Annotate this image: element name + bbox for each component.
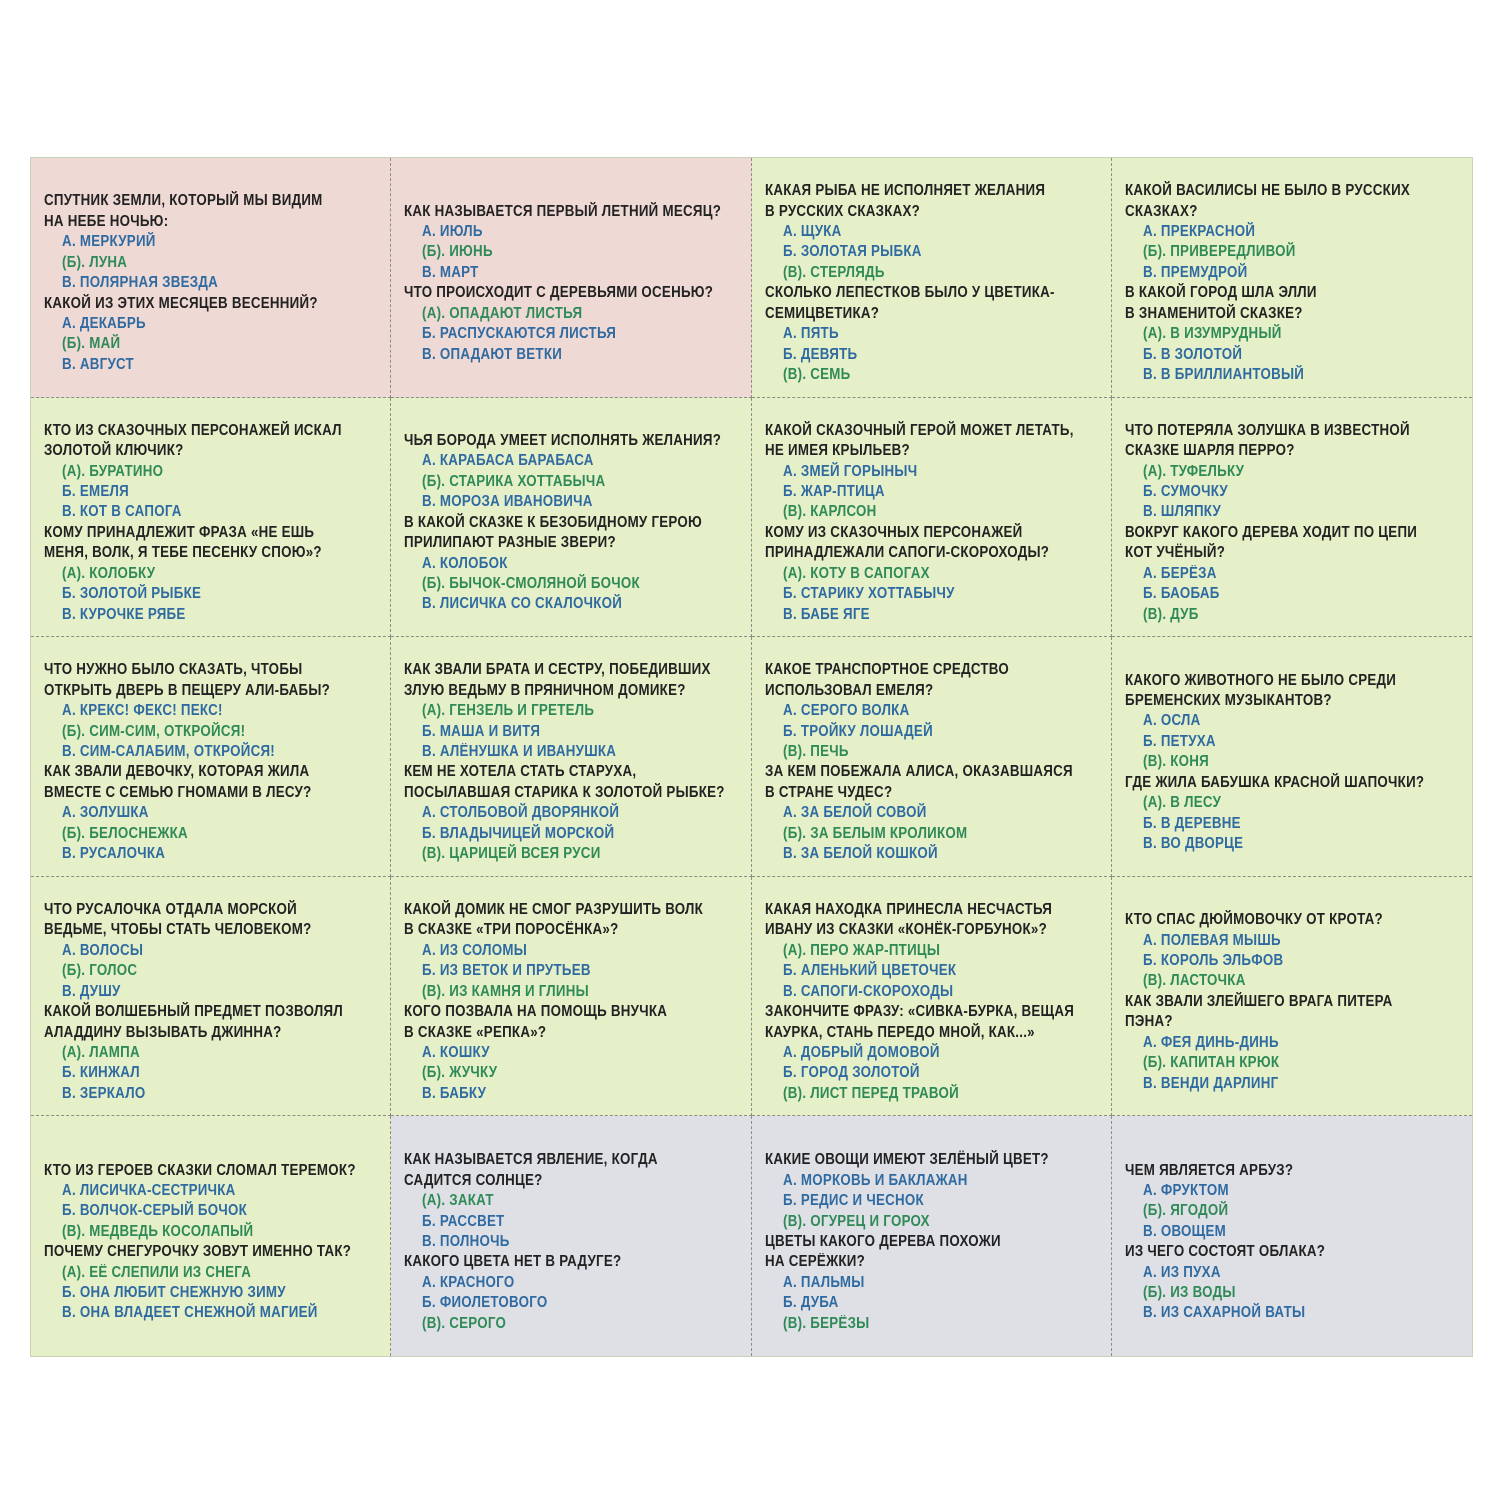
question-text: ПРИНАДЛЕЖАЛИ САПОГИ-СКОРОХОДЫ? — [764, 544, 1049, 562]
question-text: КАК ЗВАЛИ ЗЛЕЙШЕГО ВРАГА ПИТЕРА — [1124, 992, 1393, 1010]
question-text: ВМЕСТЕ С СЕМЬЮ ГНОМАМИ В ЛЕСУ? — [44, 783, 312, 801]
question-text: КАК ЗВАЛИ ДЕВОЧКУ, КОТОРАЯ ЖИЛА — [44, 763, 310, 781]
answer-option-correct: (А). КОТУ В САПОГАХ — [782, 564, 930, 582]
question-text: КАКОЙ ИЗ ЭТИХ МЕСЯЦЕВ ВЕСЕННИЙ? — [44, 294, 318, 312]
answer-option: А. ПРЕКРАСНОЙ — [1142, 223, 1255, 241]
answer-option: Б. СТАРИКУ ХОТТАБЫЧУ — [782, 585, 955, 603]
answer-option: А. ЗОЛУШКА — [62, 804, 149, 822]
question-text: ЗАКОНЧИТЕ ФРАЗУ: «СИВКА-БУРКА, ВЕЩАЯ — [764, 1003, 1074, 1021]
quiz-card — [391, 158, 751, 398]
question-text: СПУТНИК ЗЕМЛИ, КОТОРЫЙ МЫ ВИДИМ — [44, 192, 323, 210]
answer-option: А. ДОБРЫЙ ДОМОВОЙ — [782, 1043, 940, 1061]
question-text: СКАЗКЕ ШАРЛЯ ПЕРРО? — [1124, 442, 1295, 460]
answer-option: В. ЗЕРКАЛО — [62, 1084, 146, 1102]
answer-option: В. АЛЁНУШКА И ИВАНУШКА — [422, 743, 617, 761]
answer-option: Б. РАССВЕТ — [422, 1212, 505, 1230]
question-text: КАКОЙ ВОЛШЕБНЫЙ ПРЕДМЕТ ПОЗВОЛЯЛ — [44, 1003, 343, 1021]
quiz-card — [31, 158, 391, 398]
answer-option-correct: (В). СТЕРЛЯДЬ — [782, 263, 885, 281]
question-text: НЕ ИМЕЯ КРЫЛЬЕВ? — [764, 442, 910, 460]
answer-option-correct: (Б). СИМ-СИМ, ОТКРОЙСЯ! — [62, 722, 246, 740]
question-text: В СКАЗКЕ «РЕПКА»? — [404, 1023, 547, 1041]
answer-option-correct: (А). В ИЗУМРУДНЫЙ — [1142, 325, 1282, 343]
question-text: В КАКОЙ СКАЗКЕ К БЕЗОБИДНОМУ ГЕРОЮ — [404, 513, 703, 531]
answer-option: В. АВГУСТ — [62, 355, 134, 373]
answer-option: В. ЛИСИЧКА СО СКАЛОЧКОЙ — [422, 595, 623, 613]
answer-option: В. ДУШУ — [62, 982, 121, 1000]
question-text: ИЗ ЧЕГО СОСТОЯТ ОБЛАКА? — [1124, 1243, 1325, 1261]
answer-option-correct: (В). МЕДВЕДЬ КОСОЛАПЫЙ — [62, 1222, 254, 1240]
question-text: ЧТО НУЖНО БЫЛО СКАЗАТЬ, ЧТОБЫ — [44, 661, 303, 679]
answer-option: В. ВЕНДИ ДАРЛИНГ — [1142, 1074, 1279, 1092]
quiz-card — [391, 637, 751, 877]
answer-option: Б. ГОРОД ЗОЛОТОЙ — [782, 1064, 920, 1082]
question-text: ГДЕ ЖИЛА БАБУШКА КРАСНОЙ ШАПОЧКИ? — [1124, 773, 1425, 791]
answer-option: Б. ВОЛЧОК-СЕРЫЙ БОЧОК — [62, 1202, 248, 1220]
answer-option: А. ФРУКТОМ — [1142, 1181, 1229, 1199]
answer-option: А. ИЗ СОЛОМЫ — [422, 941, 528, 959]
question-text: КАУРКА, СТАНЬ ПЕРЕДО МНОЙ, КАК...» — [764, 1023, 1035, 1041]
answer-option-correct: (В). ДУБ — [1142, 605, 1199, 623]
question-text: В РУССКИХ СКАЗКАХ? — [764, 202, 920, 220]
answer-option: Б. КОРОЛЬ ЭЛЬФОВ — [1142, 952, 1284, 970]
quiz-card — [31, 398, 391, 638]
question-text: ЗОЛОТОЙ КЛЮЧИК? — [44, 442, 184, 460]
answer-option-correct: (В). ЦАРИЦЕЙ ВСЕЯ РУСИ — [422, 845, 601, 863]
answer-option: А. МЕРКУРИЙ — [62, 233, 156, 251]
answer-option: А. ОСЛА — [1142, 712, 1201, 730]
quiz-card — [1112, 158, 1472, 398]
answer-option-correct: (В). БЕРЁЗЫ — [782, 1314, 870, 1332]
question-text: БРЕМЕНСКИХ МУЗЫКАНТОВ? — [1124, 692, 1332, 710]
question-text: ПРИЛИПАЮТ РАЗНЫЕ ЗВЕРИ? — [404, 534, 617, 552]
answer-option: Б. БАОБАБ — [1142, 585, 1220, 603]
answer-option-correct: (Б). ПРИВЕРЕДЛИВОЙ — [1142, 243, 1296, 261]
answer-option-correct: (А). ЛАМПА — [62, 1043, 140, 1061]
answer-option-correct: (А). ОПАДАЮТ ЛИСТЬЯ — [422, 304, 583, 322]
answer-option-correct: (В). СЕМЬ — [782, 365, 851, 383]
quiz-card — [752, 1116, 1112, 1356]
answer-option-correct: (Б). ЯГОДОЙ — [1142, 1202, 1229, 1220]
quiz-card — [752, 398, 1112, 638]
question-text: ОТКРЫТЬ ДВЕРЬ В ПЕЩЕРУ АЛИ-БАБЫ? — [44, 681, 331, 699]
answer-option: В. БАБЕ ЯГЕ — [782, 605, 870, 623]
question-text: В СКАЗКЕ «ТРИ ПОРОСЁНКА»? — [404, 921, 619, 939]
question-text: ВЕДЬМЕ, ЧТОБЫ СТАТЬ ЧЕЛОВЕКОМ? — [44, 921, 312, 939]
answer-option: В. МАРТ — [422, 263, 479, 281]
answer-option: Б. В ДЕРЕВНЕ — [1142, 814, 1241, 832]
answer-option: А. ЗА БЕЛОЙ СОВОЙ — [782, 804, 927, 822]
answer-option: А. ПАЛЬМЫ — [782, 1273, 865, 1291]
question-text: КОМУ ИЗ СКАЗОЧНЫХ ПЕРСОНАЖЕЙ — [764, 523, 1023, 541]
question-text: КТО ИЗ ГЕРОЕВ СКАЗКИ СЛОМАЛ ТЕРЕМОК? — [44, 1161, 356, 1179]
answer-option: Б. ВЛАДЫЧИЦЕЙ МОРСКОЙ — [422, 824, 615, 842]
question-text: КАКОГО ЦВЕТА НЕТ В РАДУГЕ? — [404, 1253, 622, 1271]
answer-option: А. БЕРЁЗА — [1142, 564, 1217, 582]
answer-option: В. ПОЛЯРНАЯ ЗВЕЗДА — [62, 274, 219, 292]
answer-option: В. ПОЛНОЧЬ — [422, 1232, 510, 1250]
answer-option: А. МОРКОВЬ И БАКЛАЖАН — [782, 1171, 968, 1189]
answer-option: Б. ЗОЛОТОЙ РЫБКЕ — [62, 585, 202, 603]
question-text: КАКАЯ РЫБА НЕ ИСПОЛНЯЕТ ЖЕЛАНИЯ — [764, 182, 1045, 200]
question-text: ЦВЕТЫ КАКОГО ДЕРЕВА ПОХОЖИ — [764, 1232, 1001, 1250]
answer-option: А. СТОЛБОВОЙ ДВОРЯНКОЙ — [422, 804, 620, 822]
answer-option: А. ВОЛОСЫ — [62, 941, 144, 959]
answer-option-correct: (Б). КАПИТАН КРЮК — [1142, 1054, 1279, 1072]
question-text: КТО ИЗ СКАЗОЧНЫХ ПЕРСОНАЖЕЙ ИСКАЛ — [44, 421, 342, 439]
answer-option-correct: (Б). СТАРИКА ХОТТАБЫЧА — [422, 472, 606, 490]
quiz-card — [31, 637, 391, 877]
question-text: ПОЧЕМУ СНЕГУРОЧКУ ЗОВУТ ИМЕННО ТАК? — [44, 1243, 352, 1261]
question-text: ИСПОЛЬЗОВАЛ ЕМЕЛЯ? — [764, 681, 933, 699]
question-text: КАК НАЗЫВАЕТСЯ ПЕРВЫЙ ЛЕТНИЙ МЕСЯЦ? — [404, 202, 722, 220]
answer-option: В. САПОГИ-СКОРОХОДЫ — [782, 982, 953, 1000]
answer-option: В. ЗА БЕЛОЙ КОШКОЙ — [782, 845, 938, 863]
question-text: КАК ЗВАЛИ БРАТА И СЕСТРУ, ПОБЕДИВШИХ — [404, 661, 711, 679]
question-text: ПОСЫЛАВШАЯ СТАРИКА К ЗОЛОТОЙ РЫБКЕ? — [404, 783, 725, 801]
question-text: ЧТО РУСАЛОЧКА ОТДАЛА МОРСКОЙ — [44, 901, 298, 919]
question-text: КОГО ПОЗВАЛА НА ПОМОЩЬ ВНУЧКА — [404, 1003, 668, 1021]
answer-option-correct: (В). ИЗ КАМНЯ И ГЛИНЫ — [422, 982, 590, 1000]
question-text: СКОЛЬКО ЛЕПЕСТКОВ БЫЛО У ЦВЕТИКА- — [764, 284, 1055, 302]
answer-option-correct: (А). БУРАТИНО — [62, 462, 164, 480]
answer-option: Б. ЖАР-ПТИЦА — [782, 483, 885, 501]
quiz-card-sheet — [30, 157, 1473, 1357]
question-text: КАК НАЗЫВАЕТСЯ ЯВЛЕНИЕ, КОГДА — [404, 1151, 659, 1169]
answer-option: А. ФЕЯ ДИНЬ-ДИНЬ — [1142, 1033, 1279, 1051]
question-text: ВОКРУГ КАКОГО ДЕРЕВА ХОДИТ ПО ЦЕПИ — [1124, 523, 1417, 541]
answer-option-correct: (А). ПЕРО ЖАР-ПТИЦЫ — [782, 941, 940, 959]
question-text: ЗА КЕМ ПОБЕЖАЛА АЛИСА, ОКАЗАВШАЯСЯ — [764, 763, 1073, 781]
answer-option: А. ЛИСИЧКА-СЕСТРИЧКА — [62, 1181, 236, 1199]
question-text: ЧТО ПРОИСХОДИТ С ДЕРЕВЬЯМИ ОСЕНЬЮ? — [404, 284, 714, 302]
answer-option: А. ДЕКАБРЬ — [62, 314, 146, 332]
answer-option: В. КОТ В САПОГА — [62, 503, 182, 521]
question-text: КАКОЙ ВАСИЛИСЫ НЕ БЫЛО В РУССКИХ — [1124, 182, 1410, 200]
question-text: АЛАДДИНУ ВЫЗЫВАТЬ ДЖИННА? — [44, 1023, 282, 1041]
answer-option-correct: (А). КОЛОБКУ — [62, 564, 156, 582]
answer-option-correct: (В). СЕРОГО — [422, 1314, 507, 1332]
answer-option: А. ИЗ ПУХА — [1142, 1263, 1221, 1281]
answer-option: Б. ЕМЕЛЯ — [62, 483, 129, 501]
question-text: КТО СПАС ДЮЙМОВОЧКУ ОТ КРОТА? — [1124, 911, 1383, 929]
answer-option-correct: (В). КАРЛСОН — [782, 503, 877, 521]
answer-option: В. ИЗ САХАРНОЙ ВАТЫ — [1142, 1304, 1306, 1322]
answer-option-correct: (В). ПЕЧЬ — [782, 743, 849, 761]
quiz-card — [1112, 1116, 1472, 1356]
answer-option-correct: (А). ЗАКАТ — [422, 1192, 495, 1210]
answer-option-correct: (В). ЛАСТОЧКА — [1142, 972, 1246, 990]
answer-option: А. ПОЛЕВАЯ МЫШЬ — [1142, 931, 1281, 949]
quiz-card — [391, 398, 751, 638]
quiz-card — [752, 637, 1112, 877]
question-text: ЧТО ПОТЕРЯЛА ЗОЛУШКА В ИЗВЕСТНОЙ — [1124, 421, 1410, 439]
question-text: ПЭНА? — [1124, 1013, 1173, 1031]
answer-option: А. КРАСНОГО — [422, 1273, 515, 1291]
answer-option: Б. КИНЖАЛ — [62, 1064, 140, 1082]
answer-option: В. МОРОЗА ИВАНОВИЧА — [422, 493, 593, 511]
answer-option-correct: (Б). МАЙ — [62, 335, 121, 353]
answer-option: Б. ДУБА — [782, 1294, 839, 1312]
question-text: КАКОЕ ТРАНСПОРТНОЕ СРЕДСТВО — [764, 661, 1009, 679]
question-text: ЗЛУЮ ВЕДЬМУ В ПРЯНИЧНОМ ДОМИКЕ? — [404, 681, 686, 699]
answer-option: В. ОВОЩЕМ — [1142, 1222, 1226, 1240]
question-text: МЕНЯ, ВОЛК, Я ТЕБЕ ПЕСЕНКУ СПОЮ»? — [44, 544, 322, 562]
answer-option-correct: (Б). БЕЛОСНЕЖКА — [62, 824, 188, 842]
answer-option-correct: (А). В ЛЕСУ — [1142, 794, 1221, 812]
answer-option: Б. ОНА ЛЮБИТ СНЕЖНУЮ ЗИМУ — [62, 1284, 286, 1301]
question-text: КАКИЕ ОВОЩИ ИМЕЮТ ЗЕЛЁНЫЙ ЦВЕТ? — [764, 1151, 1049, 1169]
answer-option-correct: (В). КОНЯ — [1142, 753, 1209, 771]
answer-option-correct: (А). ГЕНЗЕЛЬ И ГРЕТЕЛЬ — [422, 702, 595, 720]
question-text: КОТ УЧЁНЫЙ? — [1124, 544, 1225, 562]
quiz-card — [1112, 637, 1472, 877]
answer-option: Б. РАСПУСКАЮТСЯ ЛИСТЬЯ — [422, 325, 617, 343]
question-text: В СТРАНЕ ЧУДЕС? — [764, 783, 892, 801]
question-text: СЕМИЦВЕТИКА? — [764, 304, 879, 322]
answer-option-correct: (Б). ГОЛОС — [62, 962, 138, 980]
quiz-card — [752, 877, 1112, 1117]
answer-option: Б. АЛЕНЬКИЙ ЦВЕТОЧЕК — [782, 962, 956, 980]
quiz-card — [31, 877, 391, 1117]
answer-option: Б. СУМОЧКУ — [1142, 483, 1228, 501]
answer-option-correct: (В). ОГУРЕЦ И ГОРОХ — [782, 1212, 930, 1230]
answer-option-correct: (А). ЕЁ СЛЕПИЛИ ИЗ СНЕГА — [62, 1263, 252, 1281]
answer-option: А. ЩУКА — [782, 223, 842, 241]
question-text: СКАЗКАХ? — [1124, 202, 1198, 220]
answer-option: Б. ЗОЛОТАЯ РЫБКА — [782, 243, 922, 261]
question-text: КАКОЙ СКАЗОЧНЫЙ ГЕРОЙ МОЖЕТ ЛЕТАТЬ, — [764, 421, 1074, 439]
answer-option: В. ОПАДАЮТ ВЕТКИ — [422, 345, 563, 363]
answer-option-correct: (Б). БЫЧОК-СМОЛЯНОЙ БОЧОК — [422, 574, 641, 592]
answer-option: Б. РЕДИС И ЧЕСНОК — [782, 1192, 924, 1210]
question-text: САДИТСЯ СОЛНЦЕ? — [404, 1171, 543, 1189]
answer-option: В. В БРИЛЛИАНТОВЫЙ — [1142, 365, 1304, 383]
question-text: НА СЕРЁЖКИ? — [764, 1253, 865, 1271]
answer-option: А. КАРАБАСА БАРАБАСА — [422, 452, 594, 470]
answer-option-correct: (Б). ИЮНЬ — [422, 243, 494, 261]
question-text: В ЗНАМЕНИТОЙ СКАЗКЕ? — [1124, 304, 1303, 322]
answer-option-correct: (Б). ЗА БЕЛЫМ КРОЛИКОМ — [782, 824, 967, 842]
question-text: КАКОГО ЖИВОТНОГО НЕ БЫЛО СРЕДИ — [1124, 671, 1396, 689]
question-text: КАКАЯ НАХОДКА ПРИНЕСЛА НЕСЧАСТЬЯ — [764, 901, 1052, 919]
answer-option: В. ОНА ВЛАДЕЕТ СНЕЖНОЙ МАГИЕЙ — [62, 1304, 318, 1322]
quiz-card — [752, 158, 1112, 398]
answer-option-correct: (А). ТУФЕЛЬКУ — [1142, 462, 1244, 480]
answer-option: В. БАБКУ — [422, 1084, 487, 1102]
quiz-card — [1112, 398, 1472, 638]
answer-option-correct: (Б). ЛУНА — [62, 253, 128, 271]
question-text: ЧЬЯ БОРОДА УМЕЕТ ИСПОЛНЯТЬ ЖЕЛАНИЯ? — [404, 432, 722, 450]
answer-option: Б. ДЕВЯТЬ — [782, 345, 857, 363]
answer-option: В. ПРЕМУДРОЙ — [1142, 263, 1248, 281]
quiz-card — [391, 1116, 751, 1356]
answer-option: А. ИЮЛЬ — [422, 223, 483, 241]
answer-option: Б. ФИОЛЕТОВОГО — [422, 1294, 548, 1312]
answer-option: В. КУРОЧКЕ РЯБЕ — [62, 605, 186, 623]
question-text: КОМУ ПРИНАДЛЕЖИТ ФРАЗА «НЕ ЕШЬ — [44, 523, 315, 541]
answer-option: В. ШЛЯПКУ — [1142, 503, 1221, 521]
answer-option: Б. ТРОЙКУ ЛОШАДЕЙ — [782, 722, 933, 740]
answer-option: Б. ИЗ ВЕТОК И ПРУТЬЕВ — [422, 962, 592, 980]
quiz-card — [1112, 877, 1472, 1117]
quiz-card — [391, 877, 751, 1117]
answer-option: Б. ПЕТУХА — [1142, 732, 1216, 750]
question-text: ЧЕМ ЯВЛЯЕТСЯ АРБУЗ? — [1124, 1161, 1294, 1179]
answer-option: А. КРЕКС! ФЕКС! ПЕКС! — [62, 702, 223, 720]
question-text: КАКОЙ ДОМИК НЕ СМОГ РАЗРУШИТЬ ВОЛК — [404, 901, 704, 919]
answer-option: А. ПЯТЬ — [782, 325, 839, 343]
answer-option: А. ЗМЕЙ ГОРЫНЫЧ — [782, 462, 917, 480]
question-text: ИВАНУ ИЗ СКАЗКИ «КОНЁК-ГОРБУНОК»? — [764, 921, 1047, 939]
answer-option: А. КОЛОБОК — [422, 554, 508, 572]
question-text: НА НЕБЕ НОЧЬЮ: — [44, 212, 169, 230]
answer-option: В. ВО ДВОРЦЕ — [1142, 834, 1243, 852]
answer-option: В. СИМ-САЛАБИМ, ОТКРОЙСЯ! — [62, 743, 275, 761]
answer-option-correct: (В). ЛИСТ ПЕРЕД ТРАВОЙ — [782, 1084, 959, 1102]
quiz-card — [31, 1116, 391, 1356]
answer-option: Б. МАША И ВИТЯ — [422, 722, 541, 740]
question-text: В КАКОЙ ГОРОД ШЛА ЭЛЛИ — [1124, 284, 1317, 302]
answer-option: А. СЕРОГО ВОЛКА — [782, 702, 909, 720]
answer-option-correct: (Б). ЖУЧКУ — [422, 1064, 498, 1082]
answer-option: А. КОШКУ — [422, 1043, 491, 1061]
answer-option: В. РУСАЛОЧКА — [62, 845, 166, 863]
answer-option: Б. В ЗОЛОТОЙ — [1142, 345, 1242, 363]
question-text: КЕМ НЕ ХОТЕЛА СТАТЬ СТАРУХА, — [404, 763, 637, 781]
answer-option-correct: (Б). ИЗ ВОДЫ — [1142, 1284, 1236, 1301]
